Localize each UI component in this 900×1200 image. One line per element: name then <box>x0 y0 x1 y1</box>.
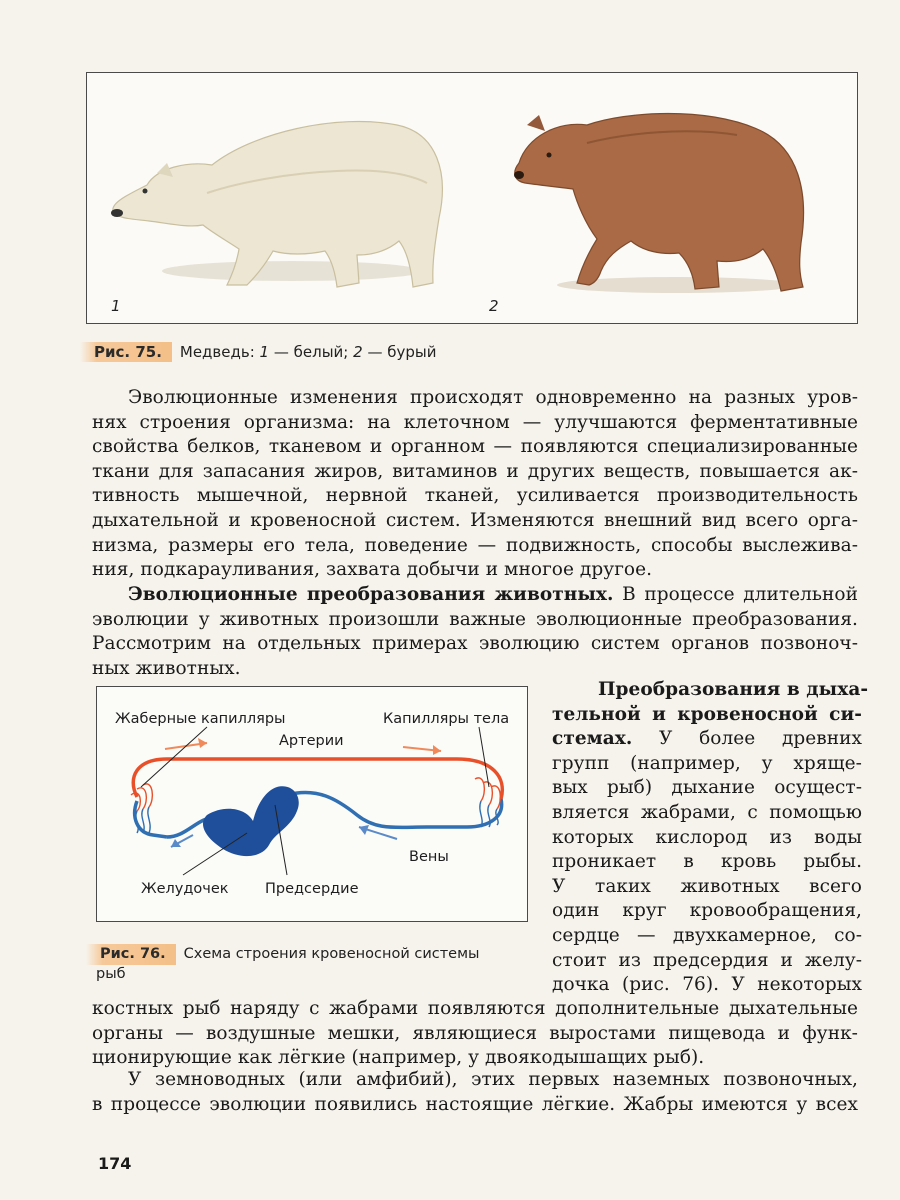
paragraph-amphibians: У земноводных (или амфибий), этих первых наземных позвоночных, в процессе эволюции появились настоящие лёгкие. Жабры имеются у всех <box>92 1069 858 1115</box>
paragraph-respiratory-full: костных рыб наряду с жабрами появляются дополнительные дыхательные органы — воздушные мешки, являющиеся выростами пищевода и функ- ционирующие как лёгкие (например, у двоякодышащих рыб). <box>92 998 858 1069</box>
section-heading: Эволюционные преобразования животных. <box>128 584 614 605</box>
label-body-capillaries: Капилляры тела <box>383 711 510 727</box>
figure-75-bears <box>86 72 858 324</box>
polar-bear-image <box>111 121 442 287</box>
heart-shape <box>203 786 299 856</box>
paragraph-animal-transformations: Эволюционные преобразования животных. В процессе длительной эволюции у животных произошли важные эволюционные преобразования. Рассмотрим на отдельных примерах эволюцию систем органов позвоноч- ных животных. <box>92 584 858 679</box>
label-ventricle: Желудочек <box>141 881 229 897</box>
bears-illustration <box>87 73 859 325</box>
caption-tag: Рис. 75. <box>80 342 172 362</box>
label-veins: Вены <box>409 849 449 865</box>
paragraph-respiratory-side: Преобразования в дыха- тельной и кровеносной си- стемах. У более древних групп (например, у хряще- вых рыб) дыхание осущест- вляется жабрами, с помощью которых кислород из воды проникает в кровь рыбы. У таких животных всего один круг кровообращения, сердце — двухкамерное, со- стоит из предсердия и желу- дочка (рис. 76). У некоторых <box>552 679 869 996</box>
paragraph-evolution-levels: Эволюционные изменения происходят одновременно на разных уров- нях строения организма: на клеточном — улучшаются ферментативные свойства белков, тканевом и органном — появляются специализированные ткани для запасания жиров, витаминов и других веществ, повышается ак- тивность мышечной, нервной тканей, усиливается производительность дыхательной и кровеносной систем. Изменяются внешний вид всего орга- низма, размеры его тела, поведение — подвижность, способы выслежива- ния, подкарауливания, захвата добычи и многое другое. <box>92 387 858 581</box>
page-number: 174 <box>98 1154 132 1173</box>
brown-bear-image <box>514 114 804 294</box>
label-gill-capillaries: Жаберные капилляры <box>115 711 286 727</box>
label-atrium: Предсердие <box>265 881 359 897</box>
figure-label-1: 1 <box>111 297 121 315</box>
figure-76-caption: Рис. 76. Схема строения кровеносной системы рыб <box>86 944 526 984</box>
figure-75-caption: Рис. 75. Медведь: 1 — белый; 2 — бурый <box>80 342 436 362</box>
caption-tag: Рис. 76. <box>86 944 176 965</box>
label-arteries: Артерии <box>279 733 344 749</box>
figure-76-circulation-diagram <box>96 686 528 922</box>
figure-label-2: 2 <box>489 297 499 315</box>
